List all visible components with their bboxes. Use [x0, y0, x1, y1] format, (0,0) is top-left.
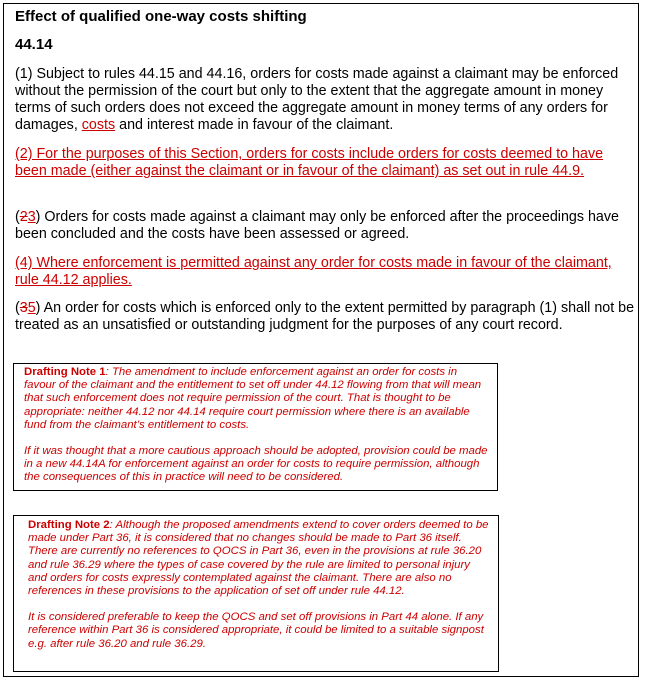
drafting-note-1-para-2: If it was thought that a more cautious approach should be adopted, provision could be made in a new 44.14A for enforcement against an order for costs to require permission, although the consequences of this in practice will need to be considered. — [24, 445, 488, 484]
paragraph-3-open: ( — [15, 209, 20, 225]
drafting-note-1-body-1: : The amendment to include enforcement against an order for costs in favour of the claimant and the entitlement to set off under 44.12 flowing from that will mean that such enforcement does not require permission of the court. That is thought to be appropriate: neither 44.12 nor 44.14 require court permission where there is an available fund from the claimant’s entitlement to costs. — [24, 366, 482, 431]
drafting-note-1-label: Drafting Note 1 — [24, 366, 106, 378]
paragraph-3-inserted: 3 — [27, 209, 36, 225]
drafting-note-2 — [13, 515, 499, 672]
section-heading: Effect of qualified one-way costs shifting — [15, 8, 307, 25]
paragraph-3-text: ) Orders for costs made against a claimant may only be enforced after the proceedings have been concluded and the costs have been assessed or agreed. — [15, 209, 619, 242]
paragraph-5-inserted: 5 — [27, 300, 36, 316]
drafting-note-2-para-1 — [28, 519, 489, 598]
paragraph-4 — [15, 255, 635, 289]
paragraph-4-inserted: (4) Where enforcement is permitted against any order for costs made in favour of the claimant, rule 44.12 applies. — [15, 255, 612, 288]
rule-number: 44.14 — [15, 36, 53, 53]
paragraph-5 — [15, 300, 635, 334]
paragraph-3 — [15, 209, 635, 243]
paragraph-1-text-a: (1) Subject to rules 44.15 and 44.16, orders for costs made against a claimant may be enforced without the permission of the court but only to the extent that the aggregate amount in money terms of such orders does not exceed the aggregate amount in money terms of any orders for damages, — [15, 66, 619, 133]
paragraph-1-text-b: and interest made in favour of the claimant. — [115, 117, 394, 133]
drafting-note-2-para-2: It is considered preferable to keep the QOCS and set off provisions in Part 44 alone. If any reference within Part 36 is considered appropriate, it could be limited to a suitable signpost e.g. after rule 36.20 and rule 36.29. — [28, 611, 484, 650]
paragraph-3-deleted: 2 — [19, 209, 28, 225]
paragraph-2-inserted: (2) For the purposes of this Section, orders for costs include orders for costs deemed to have been made (either against the claimant or in favour of the claimant) as set out in rule 44.9. — [15, 146, 604, 179]
drafting-note-1-para-1 — [24, 366, 488, 432]
paragraph-1-inserted: costs — [81, 117, 116, 133]
drafting-note-2-label: Drafting Note 2 — [28, 519, 110, 531]
paragraph-5-text: ) An order for costs which is enforced only to the extent permitted by paragraph (1) shall not be treated as an unsatisfied or outstanding judgment for the purposes of any court record. — [15, 300, 635, 333]
drafting-note-2-body-1: : Although the proposed amendments extend to cover orders deemed to be made under Part 36, it is considered that no changes should be made to Part 36 itself. There are currently no references to QOCS in Part 36, even in the provisions at rule 36.20 and rule 36.29 where the types of case covered by the rule are limited to personal injury and orders for costs expressly contemplated against the claimant. There are also no references in these provisions to the application of set off under rule 44.12. — [28, 519, 489, 598]
drafting-note-1 — [13, 363, 498, 491]
paragraph-5-open: ( — [15, 300, 20, 316]
paragraph-2 — [15, 146, 635, 180]
paragraph-5-deleted: 3 — [19, 300, 28, 316]
paragraph-1 — [15, 66, 635, 134]
